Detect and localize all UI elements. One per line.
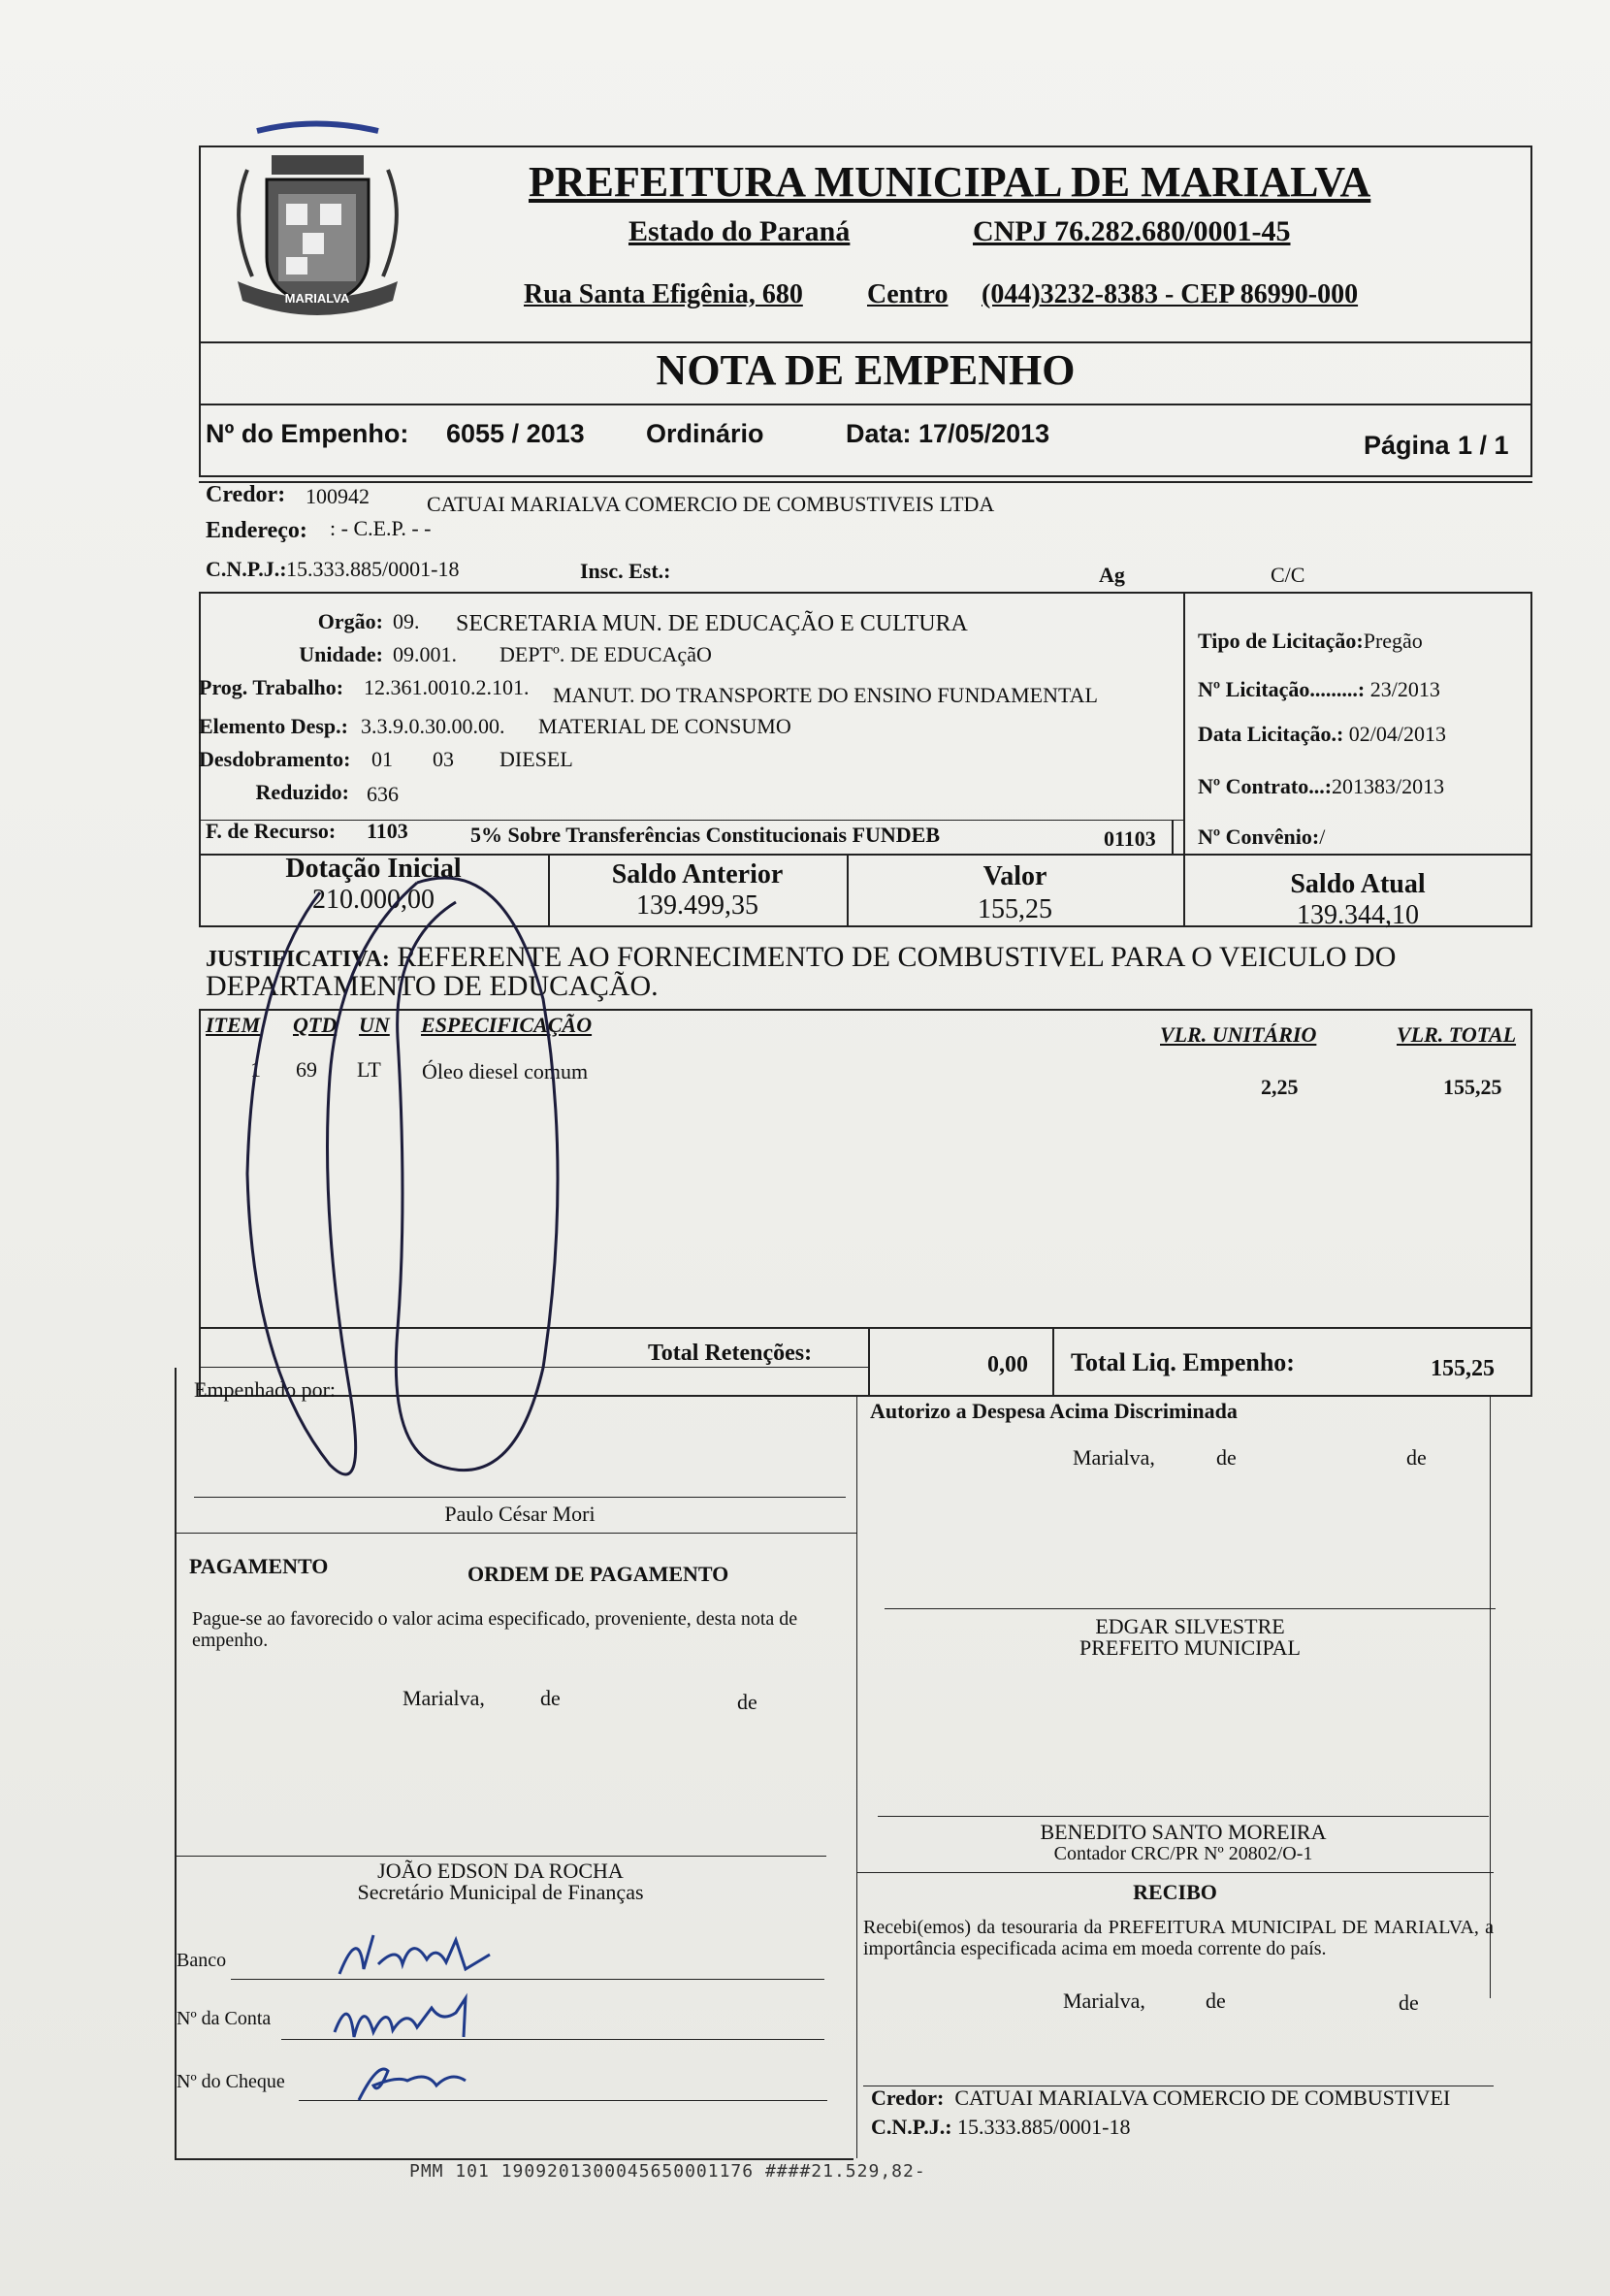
street-address: Rua Santa Efigênia, 680 bbox=[524, 279, 803, 309]
total-retencoes-label: Total Retenções: bbox=[648, 1341, 813, 1366]
empenho-number: 6055 / 2013 bbox=[446, 419, 585, 448]
saldo-anterior-label: Saldo Anterior bbox=[611, 859, 784, 889]
ordem-pagamento-label: ORDEM DE PAGAMENTO bbox=[467, 1562, 729, 1586]
item-1-vlr-total: 155,25 bbox=[1443, 1075, 1502, 1099]
recurso-label: F. de Recurso: bbox=[206, 819, 337, 843]
creditor-cnpj: 15.333.885/0001-18 bbox=[286, 557, 460, 581]
reduzido-label: Reduzido: bbox=[255, 780, 349, 804]
insc-est-label: Insc. Est.: bbox=[580, 559, 671, 583]
creditor-name: CATUAI MARIALVA COMERCIO DE COMBUSTIVEIS LTDA bbox=[427, 492, 995, 516]
creditor-label: Credor: bbox=[206, 482, 286, 507]
recibo-title: RECIBO bbox=[1133, 1880, 1217, 1904]
creditor-address: : - C.E.P. - - bbox=[330, 516, 432, 540]
col-item: ITEM bbox=[206, 1013, 261, 1037]
page-label: Página bbox=[1364, 431, 1450, 460]
empenho-type: Ordinário bbox=[646, 419, 764, 448]
prefeito-title: PREFEITO MUNICIPAL bbox=[1079, 1635, 1301, 1660]
col-especificacao: ESPECIFICAÇÃO bbox=[421, 1013, 593, 1037]
autorizo-de-2: de bbox=[1406, 1445, 1427, 1470]
secretario-name: JOÃO EDSON DA ROCHA bbox=[377, 1859, 624, 1883]
elem-label: Elemento Desp.: bbox=[199, 714, 348, 738]
orgao-label: Orgão: bbox=[317, 609, 383, 633]
footer-credor: Credor: CATUAI MARIALVA COMERCIO DE COMBUSTIVEI bbox=[871, 2086, 1451, 2110]
recibo-city: Marialva, bbox=[1063, 1989, 1145, 2013]
micr-line: PMM 101 1909201300045650001176 ####21.529,82- bbox=[409, 2161, 926, 2182]
recibo-text: Recebi(emos) da tesouraria da PREFEITURA MUNICIPAL DE MARIALVA, a importância especificada acima em moeda corrente do país. bbox=[863, 1917, 1494, 1959]
district: Centro bbox=[867, 279, 949, 309]
item-1-qtd: 69 bbox=[296, 1057, 317, 1082]
empenhado-label: Empenhado por: bbox=[194, 1377, 337, 1402]
convenio-numero: Nº Convênio:/ bbox=[1198, 825, 1326, 849]
saldo-atual-label: Saldo Atual bbox=[1290, 869, 1426, 899]
saldo-anterior-value: 139.499,35 bbox=[636, 890, 758, 921]
creditor-cnpj-label: C.N.P.J.: bbox=[206, 557, 287, 581]
prog-code: 12.361.0010.2.101. bbox=[364, 675, 530, 699]
desd-label: Desdobramento: bbox=[199, 747, 351, 771]
pagamento-de-1: de bbox=[540, 1686, 561, 1710]
desd-a: 01 bbox=[371, 747, 393, 771]
item-1-especificacao: Óleo diesel comum bbox=[422, 1059, 589, 1083]
contrato-numero: Nº Contrato...:201383/2013 bbox=[1198, 774, 1445, 798]
licitacao-data: Data Licitação.: 02/04/2013 bbox=[1198, 722, 1447, 746]
contador-name: BENEDITO SANTO MOREIRA bbox=[1040, 1820, 1327, 1844]
contador-title: Contador CRC/PR Nº 20802/O-1 bbox=[1053, 1843, 1313, 1864]
total-retencoes-value: 0,00 bbox=[987, 1352, 1028, 1377]
orgao-code: 09. bbox=[393, 609, 420, 633]
elem-code: 3.3.9.0.30.00.00. bbox=[361, 714, 505, 738]
unidade-label: Unidade: bbox=[299, 642, 383, 666]
col-qtd: QTD bbox=[293, 1013, 338, 1037]
recibo-de-1: de bbox=[1206, 1989, 1226, 2013]
item-1-vlr-unitario: 2,25 bbox=[1261, 1075, 1299, 1099]
orgao-name: SECRETARIA MUN. DE EDUCAÇÃO E CULTURA bbox=[456, 611, 968, 636]
recurso-code: 1103 bbox=[367, 819, 408, 843]
item-1-un: LT bbox=[357, 1057, 381, 1082]
recurso-name: 5% Sobre Transferências Constitucionais FUNDEB bbox=[470, 823, 941, 847]
saldo-atual-value: 139.344,10 bbox=[1297, 900, 1419, 930]
licitacao-tipo: Tipo de Licitação:Pregão bbox=[1198, 629, 1423, 653]
state-name: Estado do Paraná bbox=[628, 215, 851, 247]
desd-name: DIESEL bbox=[499, 747, 573, 771]
reduzido-value: 636 bbox=[367, 782, 399, 806]
col-vlr-unitario: VLR. UNITÁRIO bbox=[1160, 1022, 1317, 1047]
total-liq-label: Total Liq. Empenho: bbox=[1071, 1348, 1295, 1376]
desd-b: 03 bbox=[433, 747, 454, 771]
svg-text:MARIALVA: MARIALVA bbox=[284, 291, 350, 306]
ag-label: Ag bbox=[1099, 563, 1125, 587]
unidade-code: 09.001. bbox=[393, 642, 457, 666]
prefeito-name: EDGAR SILVESTRE bbox=[1095, 1614, 1285, 1638]
licitacao-numero: Nº Licitação.........: 23/2013 bbox=[1198, 677, 1440, 701]
elem-name: MATERIAL DE CONSUMO bbox=[538, 714, 791, 738]
col-vlr-total: VLR. TOTAL bbox=[1397, 1022, 1517, 1047]
item-1-number: 1 bbox=[250, 1057, 261, 1082]
total-liq-value: 155,25 bbox=[1431, 1356, 1495, 1381]
pagamento-text: Pague-se ao favorecido o valor acima especificado, proveniente, desta nota de empenho. bbox=[192, 1608, 798, 1651]
page-number: 1 / 1 bbox=[1458, 431, 1509, 460]
creditor-code: 100942 bbox=[306, 484, 370, 508]
dotacao-value: 210.000,00 bbox=[312, 885, 435, 915]
empenho-label: Nº do Empenho: bbox=[206, 419, 409, 448]
coat-of-arms-icon bbox=[218, 112, 417, 335]
valor-value: 155,25 bbox=[978, 894, 1052, 924]
cc-label: C/C bbox=[1271, 563, 1305, 587]
municipality-cnpj: CNPJ 76.282.680/0001-45 bbox=[973, 215, 1291, 247]
justificativa-line1: JUSTIFICATIVA: REFERENTE AO FORNECIMENTO DE COMBUSTIVEL PARA O VEICULO DO bbox=[206, 941, 1397, 973]
unidade-name: DEPTº. DE EDUCAçãO bbox=[499, 642, 712, 666]
secretario-title: Secretário Municipal de Finanças bbox=[357, 1880, 644, 1904]
autorizo-city: Marialva, bbox=[1073, 1445, 1155, 1470]
pagamento-de-2: de bbox=[737, 1690, 757, 1714]
pen-circle-marks bbox=[223, 863, 592, 1513]
autorizo-de-1: de bbox=[1216, 1445, 1237, 1470]
recurso-number: 01103 bbox=[1104, 826, 1156, 851]
valor-label: Valor bbox=[982, 861, 1047, 891]
justificativa-line2: DEPARTAMENTO DE EDUCAÇÃO. bbox=[206, 970, 659, 1002]
handwritten-bank-signature bbox=[320, 1916, 533, 2110]
pagamento-label: PAGAMENTO bbox=[189, 1554, 329, 1578]
col-un: UN bbox=[359, 1013, 390, 1037]
doc-title: NOTA DE EMPENHO bbox=[656, 346, 1076, 394]
empenhado-name: Paulo César Mori bbox=[444, 1502, 596, 1526]
prog-label: Prog. Trabalho: bbox=[199, 675, 344, 699]
prog-name: MANUT. DO TRANSPORTE DO ENSINO FUNDAMENTAL bbox=[553, 683, 1098, 707]
phone-cep: (044)3232-8383 - CEP 86990-000 bbox=[982, 279, 1359, 309]
municipality-title: PREFEITURA MUNICIPAL DE MARIALVA bbox=[529, 158, 1371, 206]
conta-label: Nº da Conta bbox=[177, 2008, 272, 2029]
dotacao-label: Dotação Inicial bbox=[285, 854, 462, 884]
pagamento-city: Marialva, bbox=[402, 1686, 485, 1710]
recibo-de-2: de bbox=[1399, 1990, 1419, 2015]
cheque-label: Nº do Cheque bbox=[177, 2071, 285, 2092]
address-label: Endereço: bbox=[206, 518, 307, 543]
banco-label: Banco bbox=[177, 1950, 227, 1971]
autorizo-label: Autorizo a Despesa Acima Discriminada bbox=[870, 1399, 1238, 1423]
empenho-date: Data: 17/05/2013 bbox=[846, 419, 1050, 448]
footer-cnpj: C.N.P.J.: 15.333.885/0001-18 bbox=[871, 2115, 1131, 2139]
